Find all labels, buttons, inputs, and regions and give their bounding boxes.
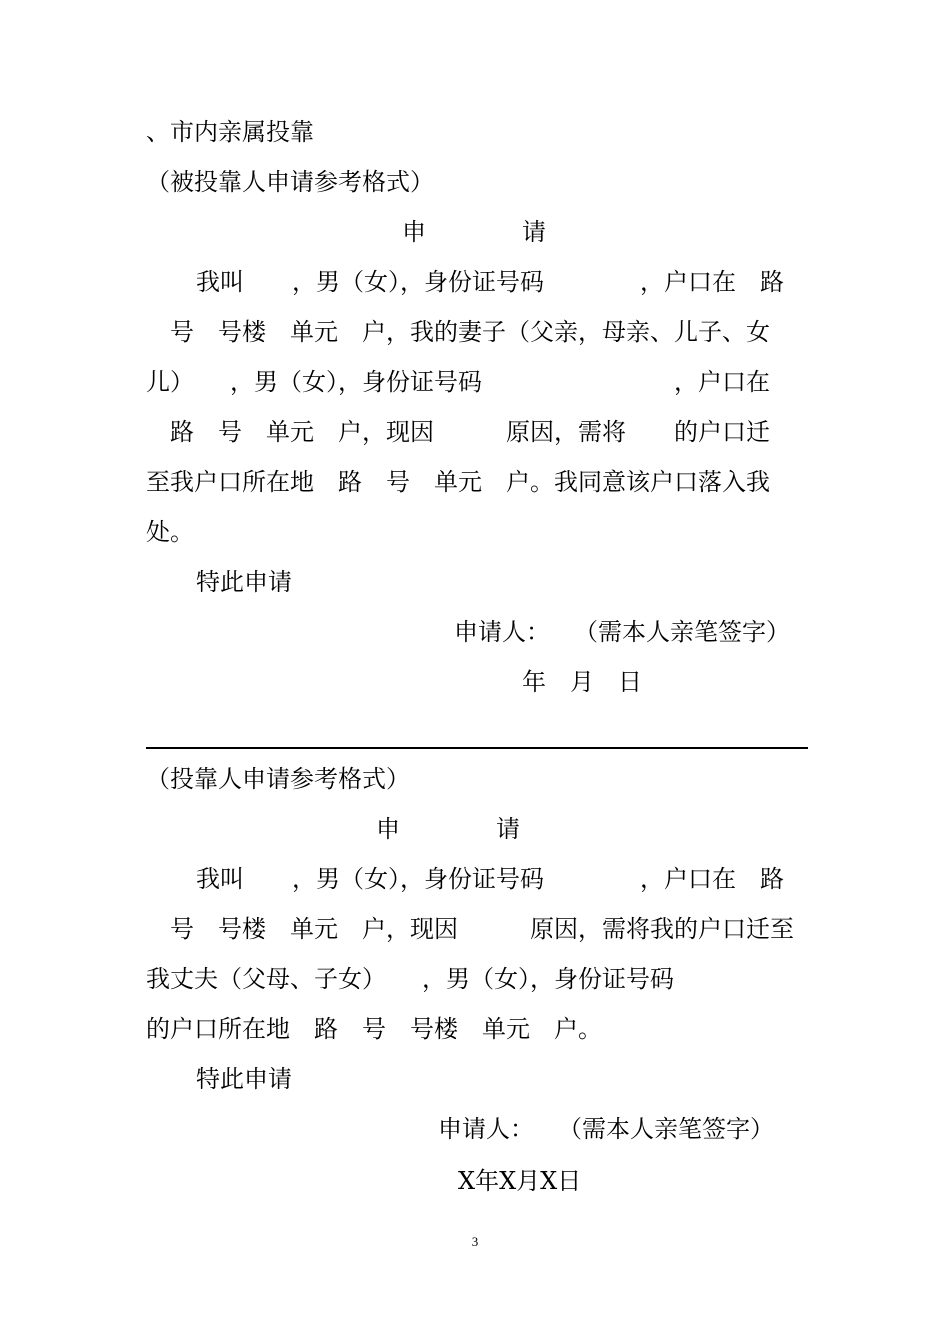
form1-closing: 特此申请 <box>196 568 292 596</box>
form2-date-line: X年X月X日 <box>458 1167 582 1195</box>
form1-body-line-2: 号 号楼 单元 户，我的妻子（父亲，母亲、儿子、女 <box>146 318 770 346</box>
form1-subtitle: （被投靠人申请参考格式） <box>146 168 434 196</box>
form2-subtitle: （投靠人申请参考格式） <box>146 765 410 793</box>
form2-body-line-3: 我丈夫（父母、子女） ，男（女），身份证号码 <box>146 965 674 993</box>
form1-date-line: 年 月 日 <box>522 668 642 696</box>
form2-body-line-4: 的户口所在地 路 号 号楼 单元 户。 <box>146 1015 602 1043</box>
page-number: 3 <box>471 1234 479 1249</box>
form2-body-line-2: 号 号楼 单元 户，现因 原因，需将我的户口迁至 <box>146 915 794 943</box>
form2-closing: 特此申请 <box>196 1065 292 1093</box>
form1-body-line-3: 儿） ，男（女），身份证号码 ，户口在 <box>146 368 770 396</box>
form1-applicant-line: 申请人： （需本人亲笔签字） <box>454 618 790 646</box>
form1-body-line-5: 至我户口所在地 路 号 单元 户。我同意该户口落入我 <box>146 468 770 496</box>
form2-body-line-1: 我叫 ，男（女），身份证号码 ，户口在 路 <box>196 865 784 893</box>
form1-body-line-6: 处。 <box>146 518 194 546</box>
form2-applicant-line: 申请人： （需本人亲笔签字） <box>438 1115 774 1143</box>
form2-title: 申 请 <box>376 815 520 843</box>
form1-title: 申 请 <box>402 218 546 246</box>
section-divider <box>146 747 808 749</box>
form1-body-line-4: 路 号 单元 户，现因 原因，需将 的户口迁 <box>146 418 770 446</box>
section-heading: 、市内亲属投靠 <box>146 118 314 146</box>
form1-body-line-1: 我叫 ，男（女），身份证号码 ，户口在 路 <box>196 268 784 296</box>
